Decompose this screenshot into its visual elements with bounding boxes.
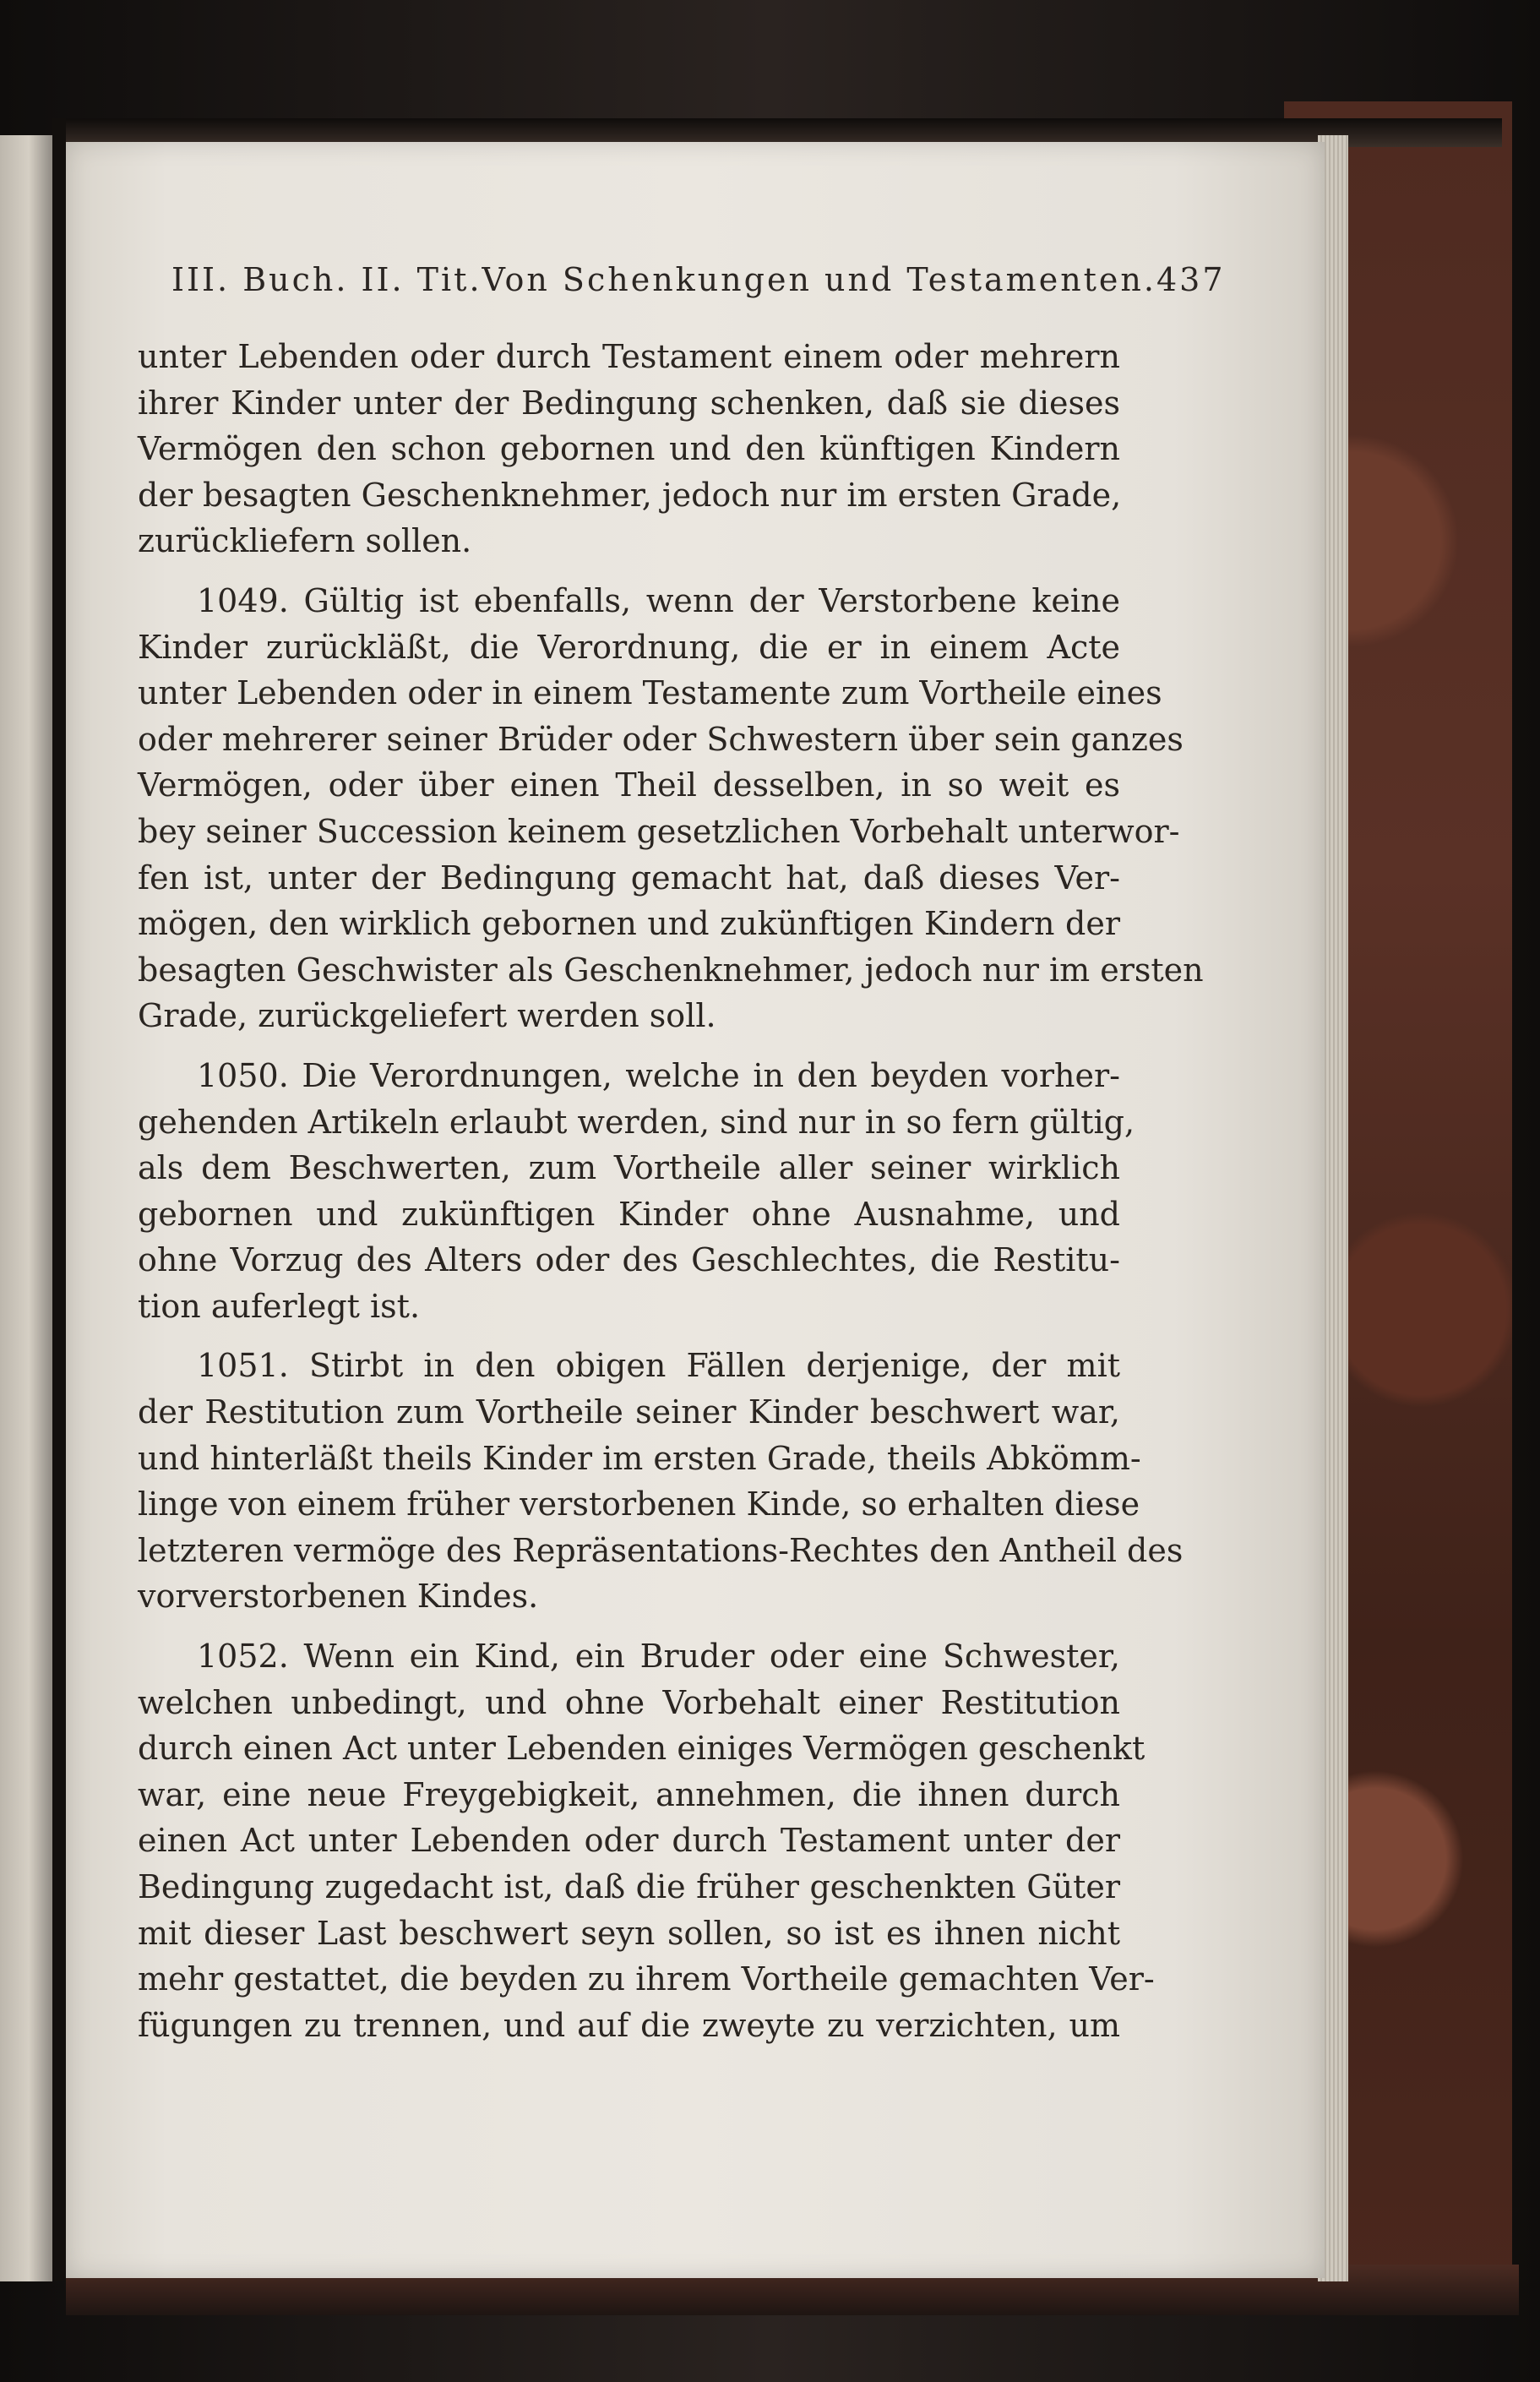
text-line: war, eine neue Freygebigkeit, annehmen, die ihnen durch xyxy=(138,1775,1120,1813)
book-gutter xyxy=(52,118,66,2281)
text-line: Grade, zurückgeliefert werden soll. xyxy=(138,997,716,1035)
text-line: 1051. Stirbt in den obigen Fällen derjenige, der mit xyxy=(197,1347,1120,1385)
text-line: zurückliefern sollen. xyxy=(138,522,472,560)
text-line: durch einen Act unter Lebenden einiges Vermögen geschenkt xyxy=(138,1730,1145,1768)
text-line: gehenden Artikeln erlaubt werden, sind nur in so fern gültig, xyxy=(138,1103,1135,1141)
text-line: 1050. Die Verordnungen, welche in den beyden vorher- xyxy=(197,1056,1120,1094)
text-line: und hinterläßt theils Kinder im ersten Grade, theils Abkömm- xyxy=(138,1439,1141,1477)
article-1051 xyxy=(138,1343,1184,1620)
text-line: linge von einem früher verstorbenen Kinde, so erhalten diese xyxy=(138,1485,1140,1523)
text-line: 1052. Wenn ein Kind, ein Bruder oder eine Schwester, xyxy=(197,1638,1120,1676)
text-line: Kinder zurückläßt, die Verordnung, die er in einem Acte xyxy=(138,628,1120,666)
text-line: Vermögen, oder über einen Theil desselben, in so weit es xyxy=(138,766,1120,804)
text-line: der besagten Geschenknehmer, jedoch nur im ersten Grade, xyxy=(138,476,1122,514)
text-line: der Restitution zum Vortheile seiner Kinder beschwert war, xyxy=(138,1393,1120,1431)
header-book-title: III. Buch. II. Tit. xyxy=(171,261,482,298)
article-1049 xyxy=(138,578,1204,1039)
text-line: fügungen zu trennen, und auf die zweyte zu verzichten, um xyxy=(138,2006,1120,2044)
text-line: mit dieser Last beschwert seyn sollen, so ist es ihnen nicht xyxy=(138,1914,1120,1952)
text-line: oder mehrerer seiner Brüder oder Schwestern über sein ganzes xyxy=(138,720,1184,758)
text-line: fen ist, unter der Bedingung gemacht hat, daß dieses Ver- xyxy=(138,859,1120,897)
text-line: mehr gestattet, die beyden zu ihrem Vortheile gemachten Ver- xyxy=(138,1960,1155,1998)
text-line: vorverstorbenen Kindes. xyxy=(138,1578,539,1616)
running-header xyxy=(171,261,1226,310)
text-line: mögen, den wirklich gebornen und zukünftigen Kindern der xyxy=(138,905,1120,943)
text-line: ihrer Kinder unter der Bedingung schenken, daß sie dieses xyxy=(138,384,1120,422)
text-line: gebornen und zukünftigen Kinder ohne Ausnahme, und xyxy=(138,1195,1120,1233)
facing-page-edge xyxy=(0,135,52,2281)
paragraph-continuation xyxy=(138,334,1120,564)
text-line: unter Lebenden oder durch Testament einem oder mehrern xyxy=(138,338,1120,375)
text-line: 1049. Gültig ist ebenfalls, wenn der Verstorbene keine xyxy=(197,581,1120,619)
text-line: welchen unbedingt, und ohne Vorbehalt einer Restitution xyxy=(138,1683,1120,1721)
text-line: Bedingung zugedacht ist, daß die früher geschenkten Güter xyxy=(138,1868,1120,1905)
page-body xyxy=(138,334,1204,2048)
text-line: ohne Vorzug des Alters oder des Geschlechtes, die Restitu- xyxy=(138,1241,1120,1279)
text-line: einen Act unter Lebenden oder durch Testament unter der xyxy=(138,1822,1120,1860)
page-number: 437 xyxy=(1156,261,1226,298)
article-1052 xyxy=(138,1633,1155,2048)
header-section-title: Von Schenkungen und Testamenten. xyxy=(482,261,1156,298)
text-line: als dem Beschwerten, zum Vortheile aller seiner wirklich xyxy=(138,1149,1120,1187)
text-line: besagten Geschwister als Geschenknehmer, jedoch nur im ersten xyxy=(138,951,1204,989)
text-line: unter Lebenden oder in einem Testamente zum Vortheile eines xyxy=(138,674,1162,712)
text-line: bey seiner Succession keinem gesetzlichen Vorbehalt unterwor- xyxy=(138,812,1180,850)
article-1050 xyxy=(138,1053,1135,1330)
text-line: tion auferlegt ist. xyxy=(138,1287,421,1325)
text-line: Vermögen den schon gebornen und den künftigen Kindern xyxy=(138,430,1120,468)
text-line: letzteren vermöge des Repräsentations-Rechtes den Antheil des xyxy=(138,1531,1184,1569)
